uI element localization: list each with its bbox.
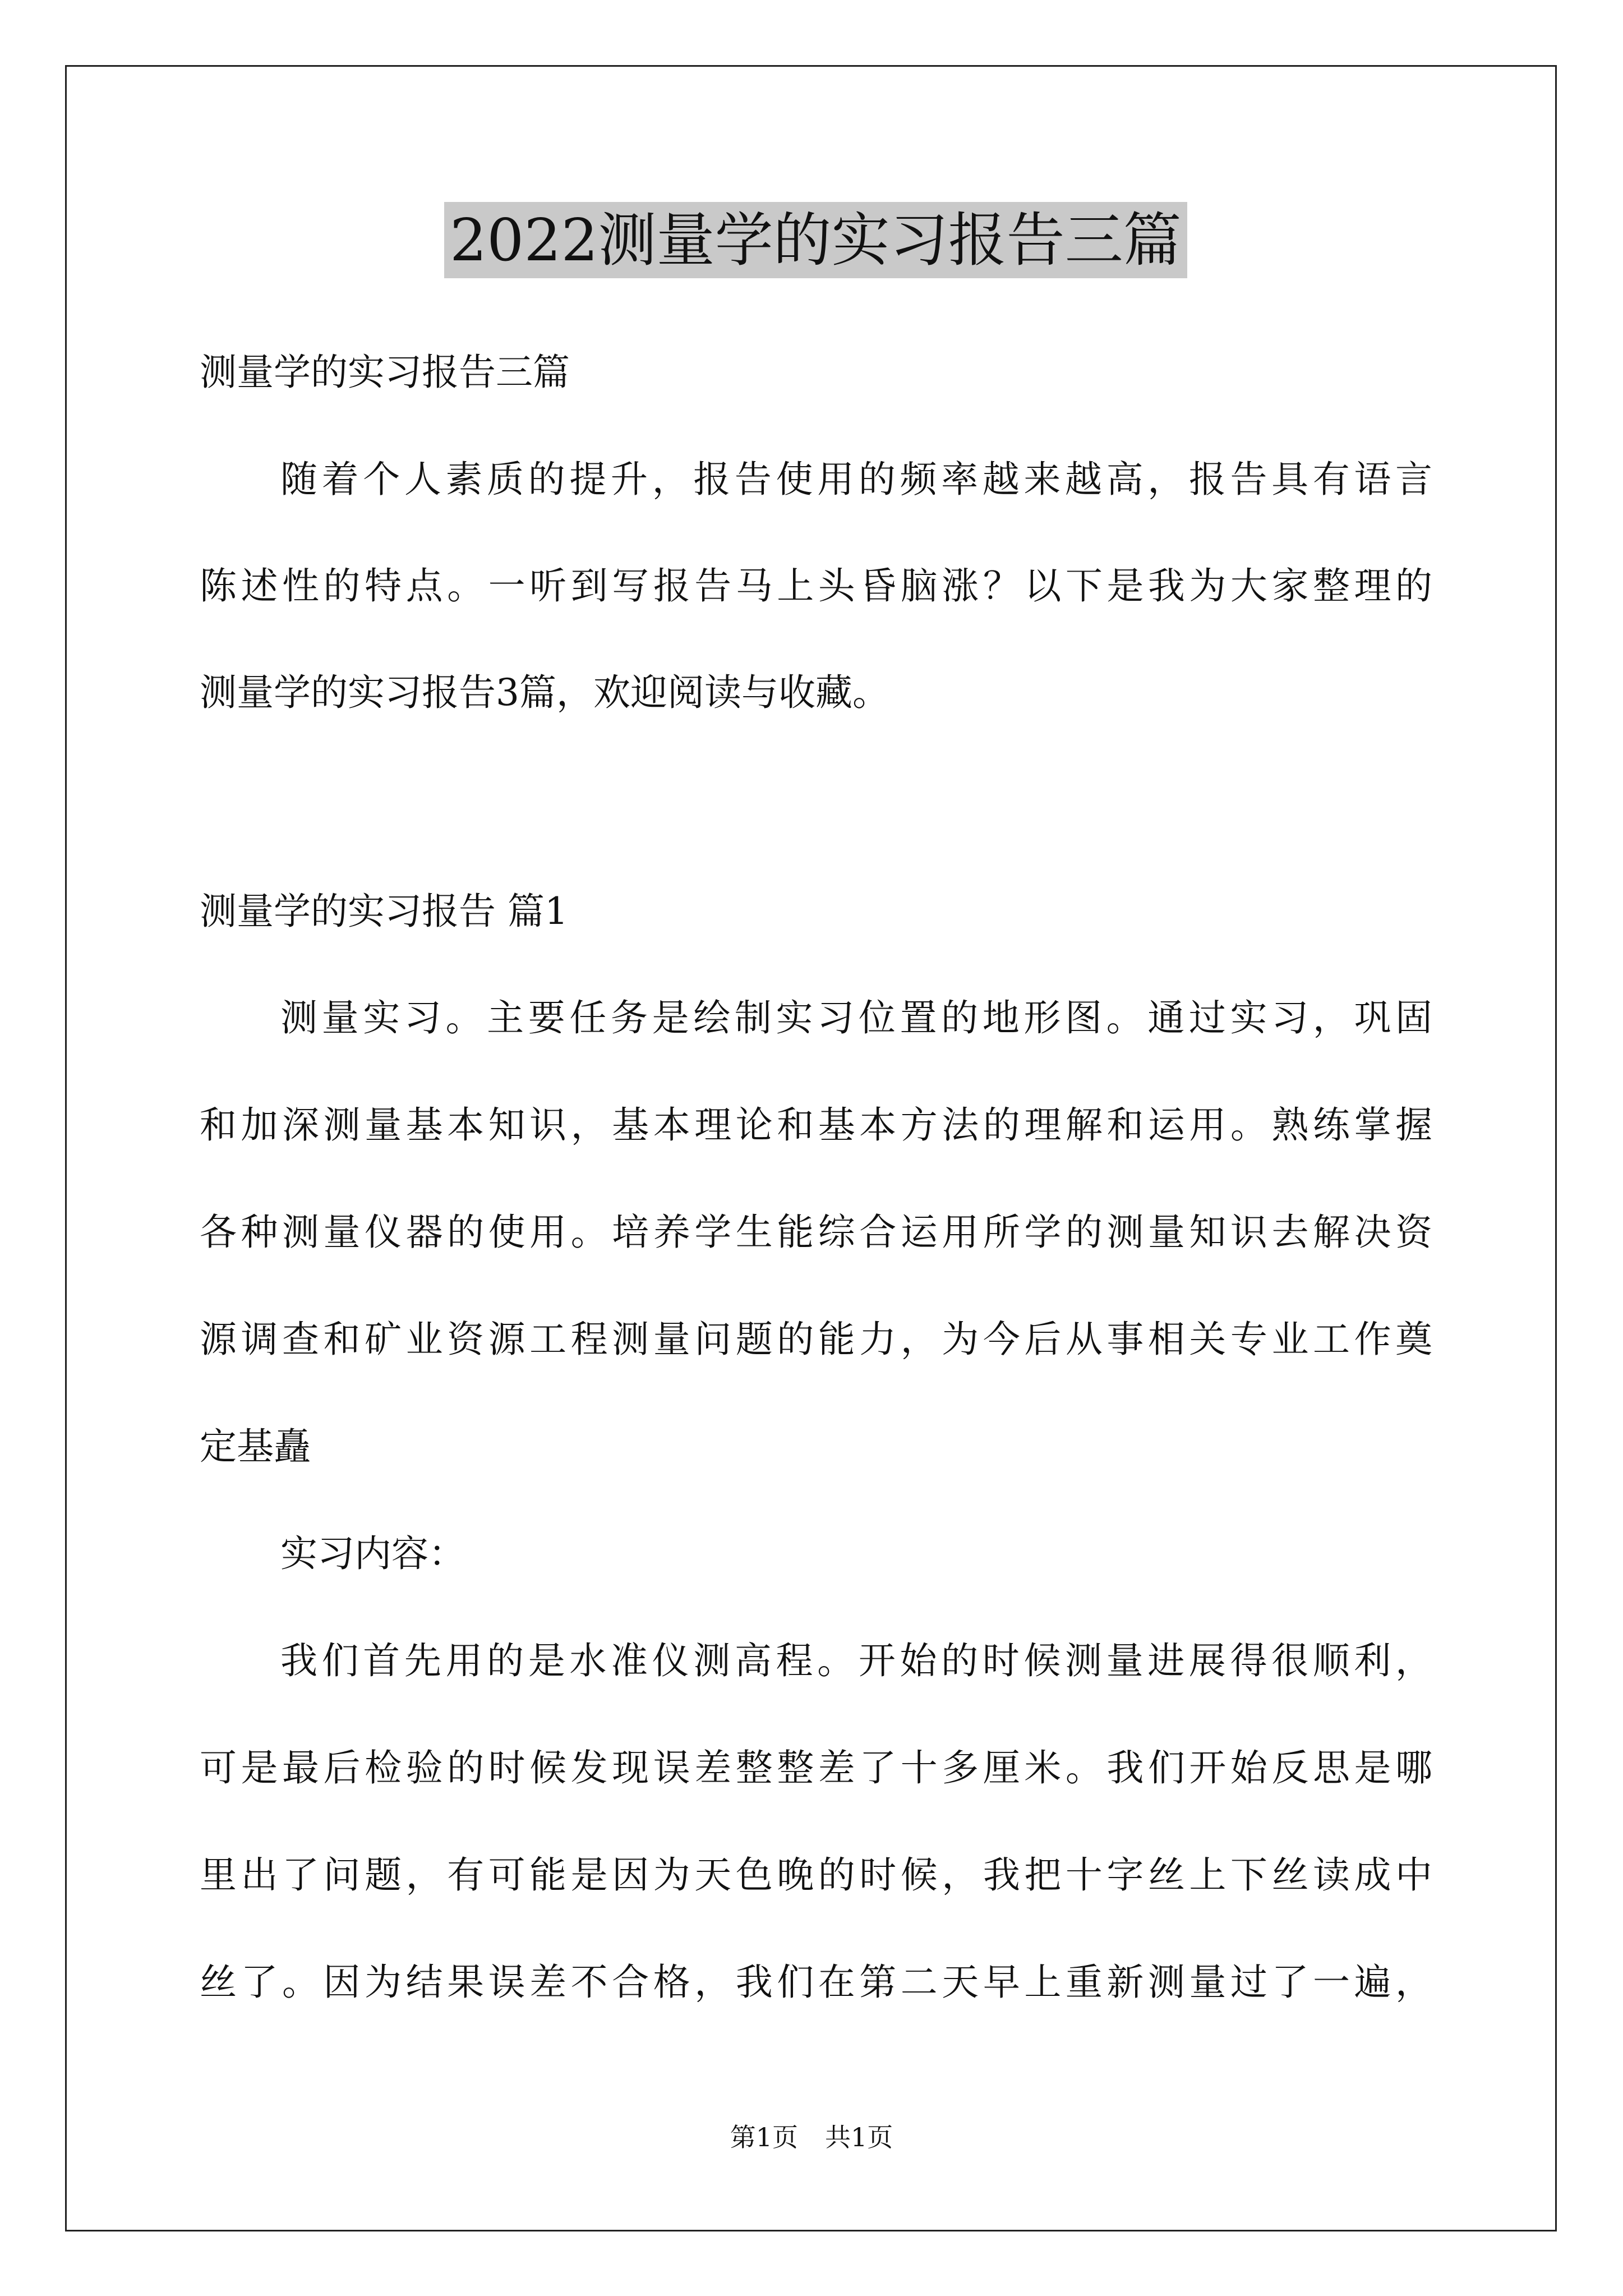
page-total: 共1页 bbox=[825, 2122, 893, 2152]
intro-line: 陈述性的特点。一听到写报告马上头昏脑涨？以下是我为大家整理的 bbox=[200, 564, 1432, 608]
content-label: 实习内容： bbox=[280, 1532, 465, 1575]
paragraph-line: 丝了。因为结果误差不合格，我们在第二天早上重新测量过了一遍， bbox=[200, 1961, 1432, 2004]
paragraph-line: 定基矗 bbox=[200, 1425, 311, 1468]
document-subtitle: 测量学的实习报告三篇 bbox=[200, 351, 570, 394]
intro-line: 随着个人素质的提升，报告使用的频率越来越高，报告具有语言 bbox=[280, 458, 1432, 501]
paragraph-line: 测量实习。主要任务是绘制实习位置的地形图。通过实习，巩固 bbox=[280, 996, 1432, 1039]
paragraph-line: 各种测量仪器的使用。培养学生能综合运用所学的测量知识去解决资 bbox=[200, 1211, 1432, 1254]
section-heading: 测量学的实习报告 篇1 bbox=[200, 890, 568, 933]
page-number: 第1页 bbox=[730, 2122, 798, 2152]
paragraph-line: 和加深测量基本知识，基本理论和基本方法的理解和运用。熟练掌握 bbox=[200, 1103, 1432, 1147]
paragraph-line: 源调查和矿业资源工程测量问题的能力，为今后从事相关专业工作奠 bbox=[200, 1318, 1432, 1361]
paragraph-line: 我们首先用的是水准仪测高程。开始的时候测量进展得很顺利， bbox=[280, 1639, 1432, 1682]
paragraph-line: 里出了问题，有可能是因为天色晚的时候，我把十字丝上下丝读成中 bbox=[200, 1853, 1432, 1897]
paragraph-line: 可是最后检验的时候发现误差整整差了十多厘米。我们开始反思是哪 bbox=[200, 1746, 1432, 1789]
page-footer bbox=[0, 2120, 1623, 2154]
document-title: 2022测量学的实习报告三篇 bbox=[444, 202, 1187, 278]
intro-line: 测量学的实习报告3篇，欢迎阅读与收藏。 bbox=[200, 671, 889, 714]
